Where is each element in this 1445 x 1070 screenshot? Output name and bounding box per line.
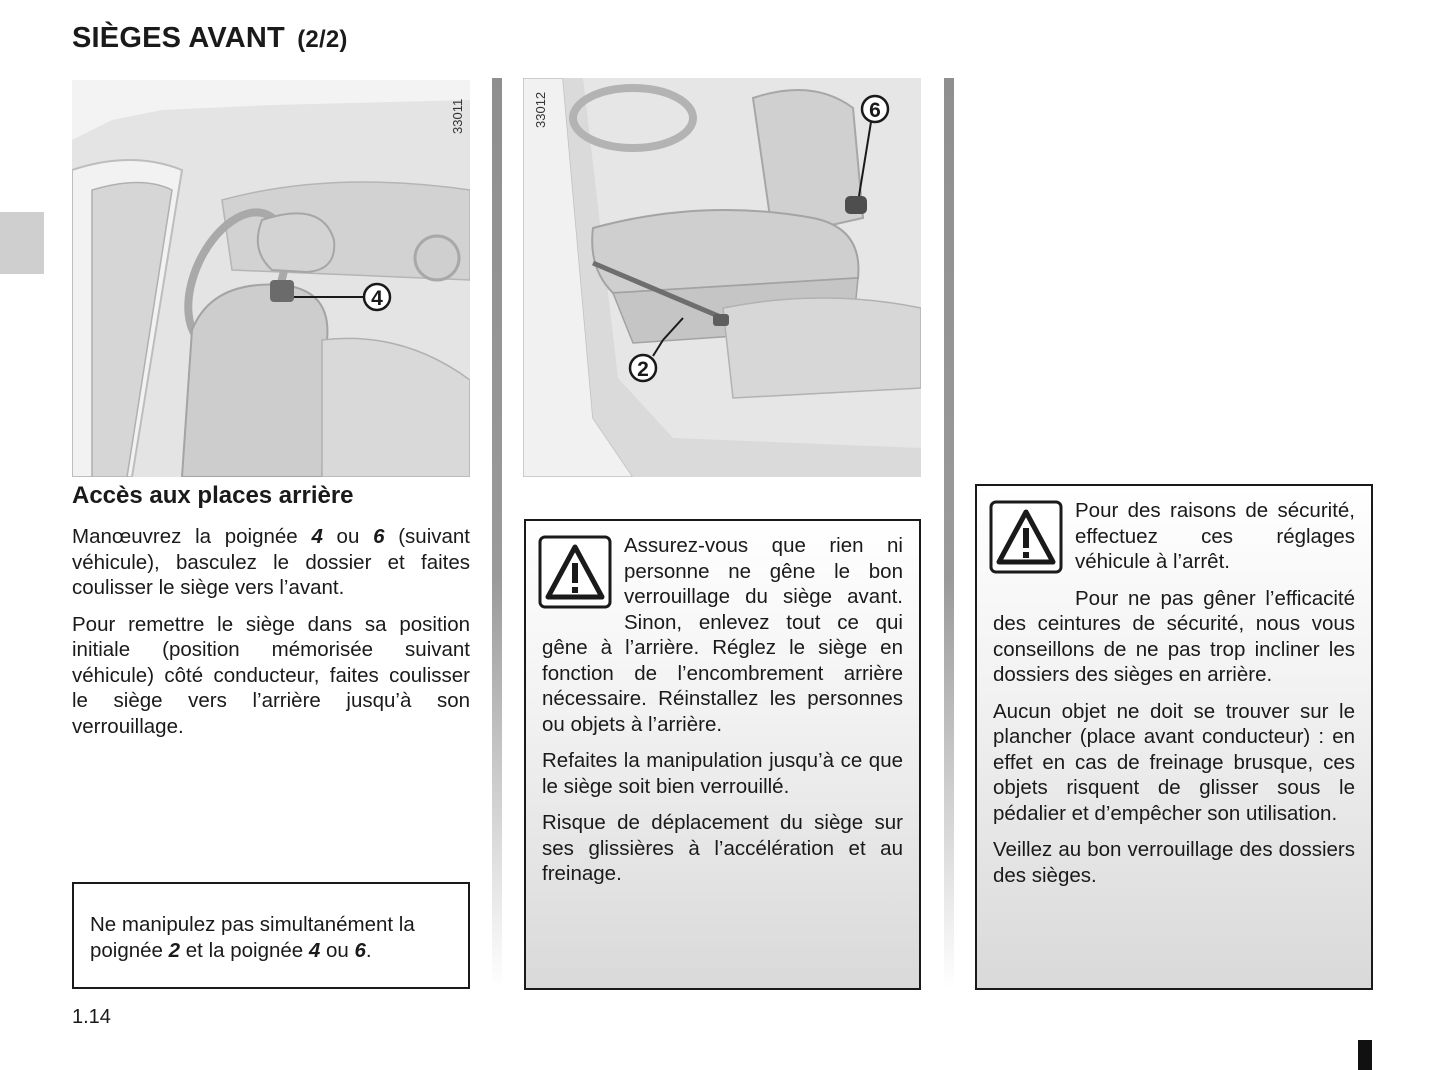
warning-triangle-icon xyxy=(989,500,1063,574)
ref-number: 6 xyxy=(373,525,385,548)
note-box xyxy=(72,882,470,989)
warning-box-safety xyxy=(975,484,1373,990)
ref-number: 4 xyxy=(308,938,321,962)
illustration-seat-handles-2-6 xyxy=(523,78,921,477)
illustration-ref-1: 33011 xyxy=(450,98,465,134)
ref-number: 4 xyxy=(311,525,323,548)
section-heading: Accès aux places arrière xyxy=(72,482,354,509)
page-title-text: SIÈGES AVANT xyxy=(72,22,285,54)
paragraph-reposition: Pour remettre le siège dans sa position initiale (position mémorisée suivant véhicule) côté conducteur, faites coulisser le siège vers l’arrière jusqu’à son verrouillage. xyxy=(72,612,470,738)
note-text xyxy=(90,912,452,963)
text-run: Ne manipulez pas simultanément la poignée xyxy=(90,913,415,962)
warning-paragraph-4: Veillez au bon verrouillage des dossiers des sièges. xyxy=(993,838,1355,887)
warning-triangle-icon xyxy=(538,535,612,609)
page-title xyxy=(72,22,348,55)
warning-paragraph-2: Pour ne pas gêner l’efficacité des ceintures de sécurité, nous vous conseillons de ne pas trop incliner les dossiers des sièges en arrière. xyxy=(993,586,1355,686)
text-run: . xyxy=(365,938,372,962)
page-title-suffix: (2/2) xyxy=(297,26,348,53)
column-divider-1 xyxy=(492,78,502,988)
warning-paragraph-3: Risque de déplacement du siège sur ses glissières à l’accélération et au freinage. xyxy=(542,811,903,885)
warning-paragraph-1: Pour des raisons de sécurité, effectuez ces réglages véhicule à l’arrêt. xyxy=(1075,499,1355,573)
ref-number: 6 xyxy=(354,938,366,962)
text-run: et la poignée xyxy=(180,938,309,962)
illustration-ref-2: 33012 xyxy=(533,91,548,128)
text-run: ou xyxy=(320,938,355,962)
warning-paragraph-3: Aucun objet ne doit se trouver sur le plancher (place avant conducteur) : en effet en cas de freinage brusque, ces objets risquent de glisser sous le pédalier et d’empêcher son utilisation. xyxy=(993,699,1355,825)
page-edge-marker xyxy=(1358,1040,1372,1070)
section-body xyxy=(72,524,470,750)
page-number: 1.14 xyxy=(72,1006,111,1028)
text-run: (suivant véhicule), basculez le dossier et faites coulisser le siège vers l’avant. xyxy=(72,525,470,599)
paragraph-handle-instructions xyxy=(72,524,470,601)
text-run: ou xyxy=(322,525,374,548)
column-divider-2 xyxy=(944,78,954,988)
warning-paragraph-1: Assurez-vous que rien ni personne ne gêne le bon verrouillage du siège avant. Sinon, enlevez tout ce qui gêne à l’arrière. Réglez le siège en fonction de l’encombrement arrière nécessaire. Réinstallez les personnes ou objets à l’arrière. xyxy=(542,534,903,736)
callout-6: 6 xyxy=(869,99,881,122)
warning-box-seat-locking xyxy=(524,519,921,990)
warning-paragraph-2: Refaites la manipulation jusqu’à ce que le siège soit bien verrouillé. xyxy=(542,749,903,798)
text-run: Manœuvrez la poignée xyxy=(72,525,312,548)
callout-4: 4 xyxy=(371,287,383,310)
callout-2: 2 xyxy=(637,358,649,381)
ref-number: 2 xyxy=(168,938,181,962)
chapter-tab xyxy=(0,212,44,274)
illustration-seat-handle-4 xyxy=(72,80,470,477)
